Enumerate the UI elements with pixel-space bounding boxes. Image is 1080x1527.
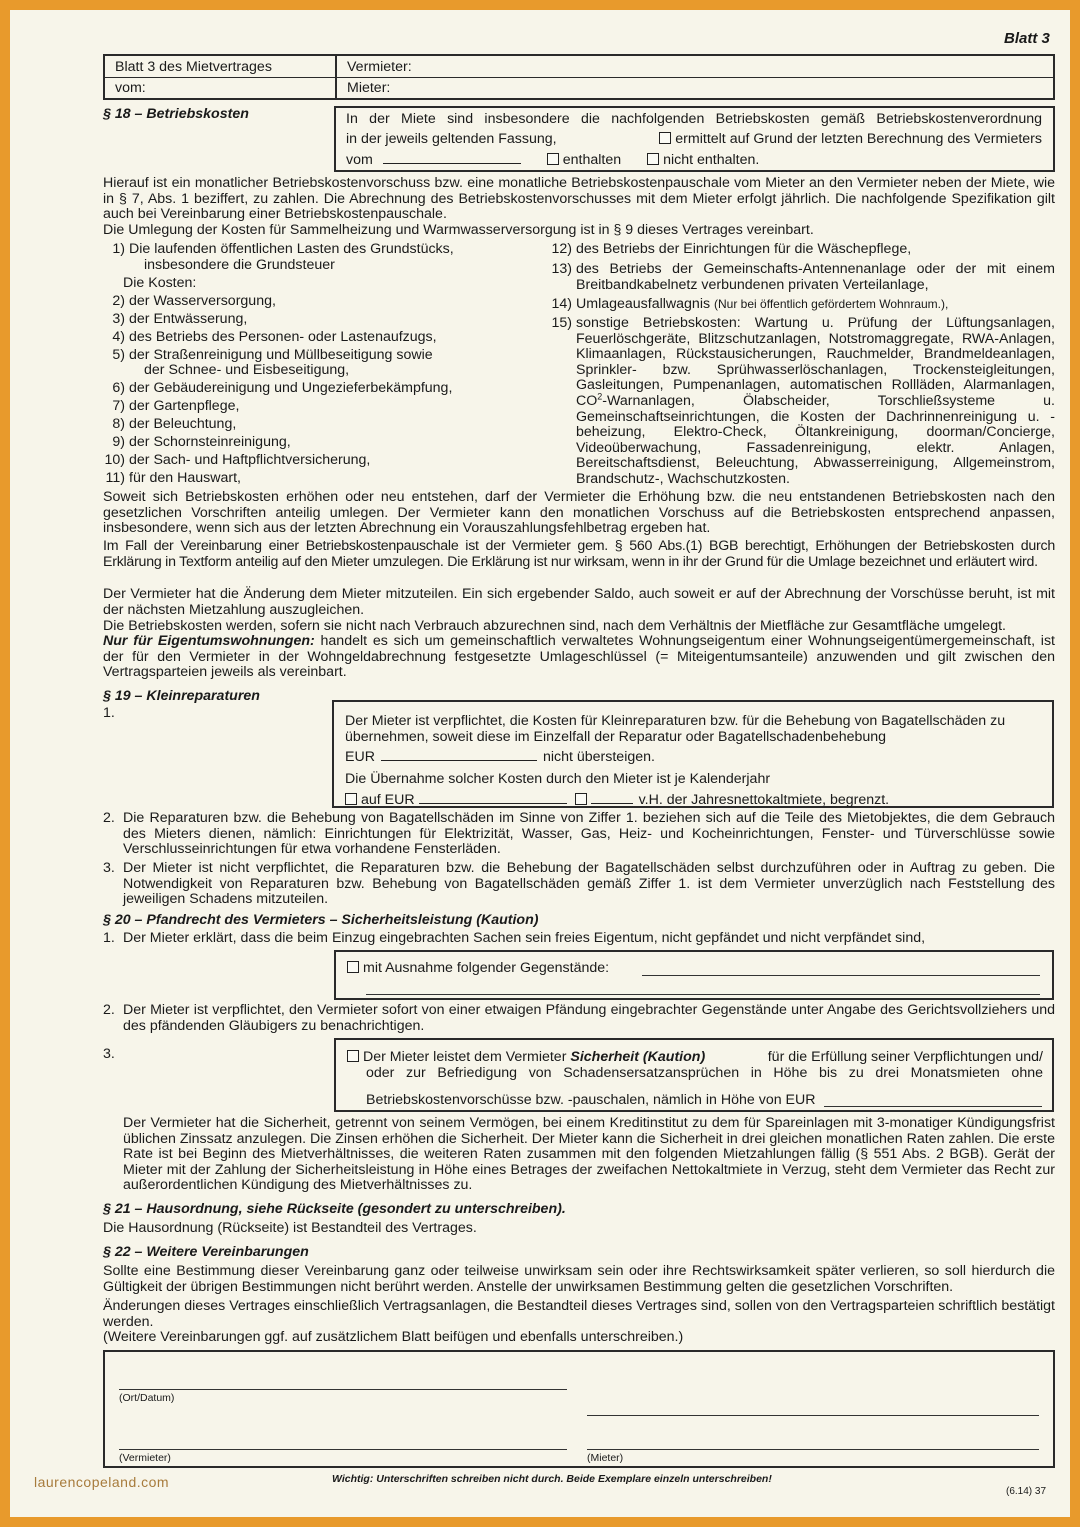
section-18-box	[334, 106, 1055, 172]
s19-box-text-2: Die Übernahme solcher Kosten durch den Mieter ist je Kalenderjahr	[345, 771, 771, 787]
s19-eur-field[interactable]	[381, 760, 537, 761]
s20-deposit-checkbox[interactable]	[347, 1050, 359, 1062]
section-19-title: § 19 – Kleinreparaturen	[103, 688, 260, 704]
s19-eur-line: EUR nicht übersteigen.	[345, 749, 655, 765]
s18-box-line2	[346, 132, 1042, 148]
s20-exception-label: mit Ausnahme folgender Gegenstände:	[347, 961, 609, 977]
cost-item-5-cont: der Schnee- und Eisbeseitigung,	[144, 362, 350, 378]
s18-paragraph-7: Nur für Eigentumswohnungen: handelt es sich um gemeinschaftlich verwaltetes Wohnungseigentum einer Wohnungseigentümergemeinschaft, ist der für den Vermieter in der Wohngeldabrechnung festgesetzte Umlageschlüssel (= Miteigentumsanteile) anzuwenden und gilt zwischen den Vertragsparteien jeweils als vereinbart.	[103, 633, 1055, 681]
costs-label: Die Kosten:	[123, 275, 197, 291]
cost-item-6: 6) der Gebäudereinigung und Ungezieferbekämpfung,	[112, 380, 453, 396]
s19-limit-eur-field[interactable]	[419, 803, 567, 804]
footer-note: Wichtig: Unterschriften schreiben nicht durch. Beide Exemplare einzeln unterschreiben!	[332, 1473, 772, 1485]
s19-box-text-1: Der Mieter ist verpflichtet, die Kosten für Kleinreparaturen bzw. für die Behebung von Bagatellschäden zu übernehmen, soweit diese im Einzelfall der Reparatur oder Bagatellschadenbehebung	[345, 713, 1006, 745]
header-date-label: vom:	[115, 80, 146, 96]
contract-page	[10, 10, 1070, 1517]
s18-paragraph-2: Die Umlegung der Kosten für Sammelheizung und Warmwasserversorgung ist in § 9 dieses Vertrages vereinbart.	[103, 222, 814, 238]
s18-not-included-checkbox[interactable]	[647, 153, 659, 165]
s18-date-label: vom	[346, 152, 373, 168]
header-row-divider	[105, 77, 1053, 78]
s20-text-3: Der Vermieter hat die Sicherheit, getrennt von seinem Vermögen, bei einem Kreditinstitut zu dem für Spareinlagen mit 3-monatiger Kündigungsfrist üblichen Zinssatz anzulegen. Die Zinsen erhöhen die Sicherheit. Der Mieter kann die Sicherheit in drei gleichen monatlichen Raten zahlen. Die erste Rate ist bei Beginn des Mietverhältnisses, die weiteren Raten zusammen mit den folgenden Mietzahlungen fällig (§ 551 Abs. 2 BGB). Gerät der Mieter mit der Zahlung der Sicherheitsleistung in Höhe eines Betrages der zweifachen Nettokaltmiete in Verzug, steht dem Vermieter das Recht zur außerordentlichen Kündigung des Mietverhältnisses zu.	[123, 1115, 1055, 1194]
s21-text: Die Hausordnung (Rückseite) ist Bestandteil des Vertrages.	[103, 1220, 477, 1236]
landlord-field[interactable]: Vermieter:	[347, 59, 412, 75]
tenant-signature-line[interactable]	[587, 1449, 1039, 1450]
section-22-title: § 22 – Weitere Vereinbarungen	[103, 1244, 309, 1260]
s18-paragraph-5: Der Vermieter hat die Änderung dem Mieter mitzuteilen. Ein sich ergebender Saldo, auch soweit er auf der Abrechnung der Vorschüsse beruht, ist mit der nächsten Mietzahlung auszugleichen.	[103, 586, 1055, 618]
s20-exception-box	[334, 950, 1054, 1000]
form-code: (6.14) 37	[1006, 1486, 1047, 1497]
s19-percent-checkbox[interactable]	[575, 793, 587, 805]
s20-number-1: 1.	[103, 930, 115, 946]
s19-number-3: 3.	[103, 860, 115, 876]
place-date-label: (Ort/Datum)	[119, 1392, 175, 1404]
landlord-signature-line[interactable]	[119, 1449, 567, 1450]
cost-item-13: 13) des Betriebs der Gemeinschafts-Antennenanlage oder der mit einem Breitbandkabelnetz verbundenen privaten Verteilanlage,	[551, 261, 1055, 293]
cost-item-14: 14) Umlageausfallwagnis (Nur bei öffentlich gefördertem Wohnraum.),	[551, 296, 949, 312]
s20-deposit-amount-field[interactable]	[824, 1106, 1042, 1107]
cost-item-10: 10) der Sach- und Haftpflichtversicherung,	[104, 452, 371, 468]
cost-item-8: 8) der Beleuchtung,	[112, 416, 237, 432]
sheet-number: Blatt 3	[1004, 30, 1050, 47]
s20-exception-field-2[interactable]	[366, 994, 1040, 995]
s20-text-2: Der Mieter ist verpflichtet, den Vermieter sofort von einer etwaigen Pfändung eingebrachter Gegenstände unter Angabe des Gerichtsvollziehers und des pfändenden Gläubigers zu benachrichtigen.	[123, 1002, 1055, 1034]
s18-option-calculated[interactable]	[659, 132, 1042, 148]
s18-option-calculated-label: ermittelt auf Grund der letzten Berechnung des Vermieters	[675, 131, 1042, 147]
checkbox[interactable]	[659, 132, 671, 144]
s22-paragraph-1: Sollte eine Bestimmung dieser Vereinbarung ganz oder teilweise unwirksam sein oder ihre Rechtswirksamkeit später verlieren, so soll hierdurch die Gültigkeit der übrigen Bestimmungen nicht berührt werden. Anstelle der unwirksamen Bestimmung gelten die gesetzlichen Vorschriften.	[103, 1263, 1055, 1295]
landlord-signature-label: (Vermieter)	[119, 1452, 171, 1464]
s20-deposit-line-1: Der Mieter leistet dem Vermieter Sicherheit (Kaution) für die Erfüllung seiner Verpflichtungen und/	[347, 1050, 1043, 1066]
cost-item-12: 12) des Betriebs der Einrichtungen für die Wäschepflege,	[551, 241, 912, 257]
s20-exception-checkbox[interactable]	[347, 961, 359, 973]
cost-item-5: 5) der Straßenreinigung und Müllbeseitigung sowie	[112, 347, 433, 363]
s19-text-3: Der Mieter ist nicht verpflichtet, die Reparaturen bzw. die Behebung der Bagatellschäden selbst durchzuführen oder in Auftrag zu geben. Die Notwendigkeit von Reparaturen bzw. Behebung von Bagatellschäden gemäß Ziffer 1. ist dem Vermieter unverzüglich nach Feststellung des jeweiligen Schadens mitzuteilen.	[123, 860, 1055, 908]
tenant-field[interactable]: Mieter:	[347, 80, 391, 96]
s18-not-included-label: nicht enthalten.	[663, 152, 760, 168]
s18-included-checkbox[interactable]	[547, 153, 559, 165]
s19-number-2: 2.	[103, 810, 115, 826]
s18-included-label: enthalten	[562, 152, 622, 168]
s20-deposit-line-3: Betriebskostenvorschüsse bzw. -pauschalen, nämlich in Höhe von EUR	[366, 1092, 816, 1108]
signature-box	[103, 1350, 1055, 1468]
s18-paragraph-4: Im Fall der Vereinbarung einer Betriebskostenpauschale ist der Vermieter gem. § 560 Abs.(1) BGB berechtigt, Erhöhungen der Betriebskosten durch Erklärung in Textform anteilig auf den Mieter umzulegen. Die Erklärung ist nur wirksam, wenn in ihr der Grund für die Umlage bezeichnet und erläutert wird.	[103, 538, 1055, 570]
extra-line[interactable]	[587, 1415, 1039, 1416]
cost-item-9: 9) der Schornsteinreinigung,	[112, 434, 291, 450]
cost-item-3: 3) der Entwässerung,	[112, 311, 248, 327]
s18-paragraph-1: Hierauf ist ein monatlicher Betriebskostenvorschuss bzw. eine monatliche Betriebskostenpauschale vom Mieter an den Vermieter neben der Miete, wie in § 7, Abs. 1 beziffert, zu zahlen. Die Abrechnung des Betriebskostenvorschusses mit dem Mieter erfolgt jährlich. Die nachfolgende Spezifikation gilt auch bei Vereinbarung einer Betriebskostenpauschale.	[103, 175, 1055, 223]
s20-deposit-box	[334, 1038, 1054, 1112]
place-date-line[interactable]	[119, 1389, 567, 1390]
section-20-title: § 20 – Pfandrecht des Vermieters – Sicherheitsleistung (Kaution)	[103, 912, 539, 928]
s22-paragraph-3: (Weitere Vereinbarungen ggf. auf zusätzlichem Blatt beifügen und ebenfalls unterschreiben.)	[103, 1329, 684, 1345]
s19-number-1: 1.	[103, 705, 115, 721]
s19-box	[332, 700, 1054, 808]
s20-number-2: 2.	[103, 1002, 115, 1018]
header-sheet-label: Blatt 3 des Mietvertrages	[115, 59, 272, 75]
cost-item-7: 7) der Gartenpflege,	[112, 398, 240, 414]
section-18-title: § 18 – Betriebskosten	[103, 106, 249, 122]
s18-box-line3	[346, 153, 759, 169]
section-21-title: § 21 – Hausordnung, siehe Rückseite (gesondert zu unterschreiben).	[103, 1201, 566, 1217]
tenant-signature-label: (Mieter)	[587, 1452, 624, 1464]
cost-item-1: 1) Die laufenden öffentlichen Lasten des Grundstücks,	[112, 241, 454, 257]
s18-date-field[interactable]	[383, 163, 521, 164]
s18-paragraph-6: Die Betriebskosten werden, sofern sie nicht nach Verbrauch abzurechnen sind, nach dem Verhältnis der Mietfläche zur Gesamtfläche umgelegt.	[103, 618, 1006, 634]
s18-box-line1: In der Miete sind insbesondere die nachfolgenden Betriebskosten gemäß Betriebskostenverordnung	[346, 111, 1042, 127]
cost-item-15: 15) sonstige Betriebskosten: Wartung u. Prüfung der Lüftungsanlagen, Feuerlöschgeräte, Blitzschutzanlagen, Notstromaggregate, RWA-Anlagen, Klimaanlagen, Rückstausicherungen, Rauchmelder, Brandmeldeanlagen, Sprinkler- bzw. Sprühwasserlöschanlagen, Trockensteigleitungen, Gasleitungen, Pumpenanlagen, automatischen Rollläden, Alarmanlagen, $CO^2$-Warnanlagen, Ölabscheider, Torschließsysteme u. Gemeinschaftseinrichtungen, die Kosten der Dachrinnenreinigung u. -beheizung, Elektro-Check, Öltankreinigung, doorman/Concierge, Videoüberwachung, Fassadenreinigung, elektr. Anlagen, Bereitschaftsdienst, Beleuchtung, Abwasserreinigung, Allgemeinstrom, Brandschutz-, Wachschutzkosten.	[551, 315, 1055, 487]
s18-box-line2-text: in der jeweils geltenden Fassung,	[346, 131, 557, 147]
cost-item-1-cont: insbesondere die Grundsteuer	[144, 257, 335, 273]
s20-deposit-line-2: oder zur Befriedigung von Schadensersatzansprüchen in Höhe bis zu drei Monatsmieten ohne	[366, 1065, 1043, 1081]
s19-percent-field[interactable]	[591, 803, 633, 804]
watermark: laurencopeland.com	[34, 1474, 170, 1490]
s22-paragraph-2: Änderungen dieses Vertrages einschließlich Vertragsanlagen, die Bestandteil dieses Vertrages sind, sollen von den Vertragsparteien schriftlich bestätigt werden.	[103, 1298, 1055, 1330]
s20-text-1: Der Mieter erklärt, dass die beim Einzug eingebrachten Sachen sein freies Eigentum, nicht gepfändet und nicht verpfändet sind,	[123, 930, 926, 946]
s19-text-2: Die Reparaturen bzw. die Behebung von Bagatellschäden im Sinne von Ziffer 1. beziehen sich auf die Teile des Mietobjektes, die dem Gebrauch des Mieters dienen, nämlich: Einrichtungen für Elektrizität, Wasser, Gas, Heiz- und Kocheinrichtungen, Fenster- und Türverschlüsse sowie Verschlusseinrichtungen für etwa vorhandene Fensterläden.	[123, 810, 1055, 858]
cost-item-4: 4) des Betriebs des Personen- oder Lastenaufzugs,	[112, 329, 437, 345]
s18-paragraph-3: Soweit sich Betriebskosten erhöhen oder neu entstehen, darf der Vermieter die Erhöhung bzw. die neu entstandenen Betriebskosten nach den gesetzlichen Vorschriften anteilig umlegen. Der Vermieter kann den monatlichen Vorschuss auf die Betriebskosten entsprechend anpassen, insbesondere, wenn sich aus der letzten Abrechnung ein Vorauszahlungsfehlbetrag ergeben hat.	[103, 489, 1055, 537]
s19-limit-line: auf EUR v.H. der Jahresnettokaltmiete, begrenzt.	[345, 793, 889, 809]
cost-item-2: 2) der Wasserversorgung,	[112, 293, 276, 309]
s19-eur-checkbox[interactable]	[345, 793, 357, 805]
cost-item-11: 11) für den Hauswart,	[105, 470, 241, 486]
header-table	[103, 54, 1055, 100]
s20-number-3: 3.	[103, 1046, 115, 1062]
s20-exception-field[interactable]	[642, 975, 1040, 976]
